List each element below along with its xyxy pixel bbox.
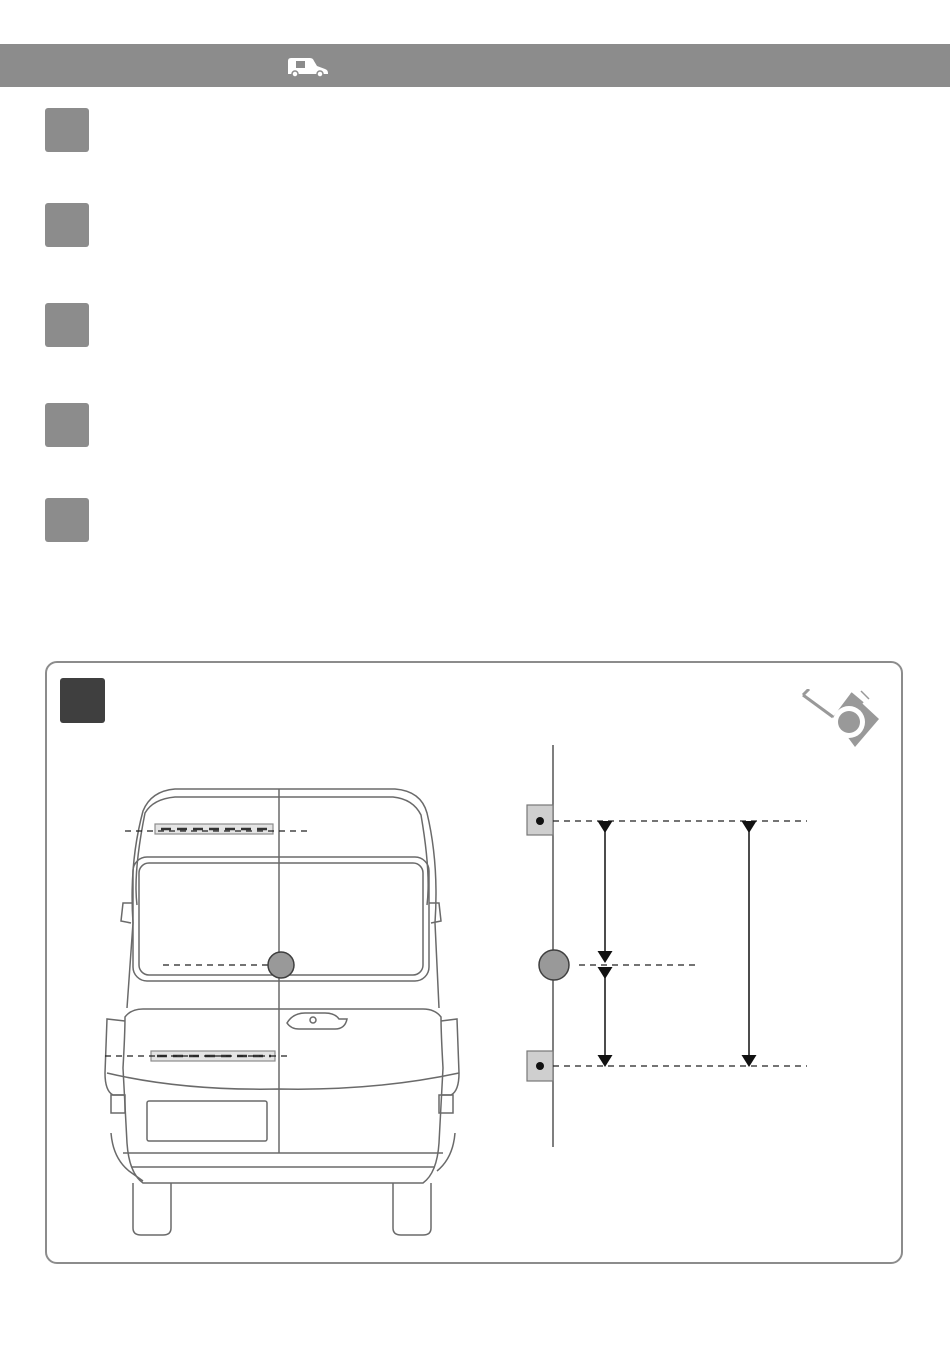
center-marker-circle xyxy=(539,950,569,980)
step-4-box xyxy=(45,403,89,447)
campervan-icon xyxy=(286,57,330,77)
figure-panel xyxy=(45,661,903,1264)
bottom-bracket xyxy=(151,1051,275,1061)
dimension-diagram xyxy=(517,743,817,1153)
top-bracket xyxy=(155,824,273,834)
van-rear-view xyxy=(103,773,463,1243)
step-3-box xyxy=(45,303,89,347)
step-5-box xyxy=(45,498,89,542)
center-marker xyxy=(268,952,294,978)
step-1-box xyxy=(45,108,89,152)
header-bar xyxy=(0,44,950,87)
figure-step-box xyxy=(60,678,105,723)
step-2-box xyxy=(45,203,89,247)
